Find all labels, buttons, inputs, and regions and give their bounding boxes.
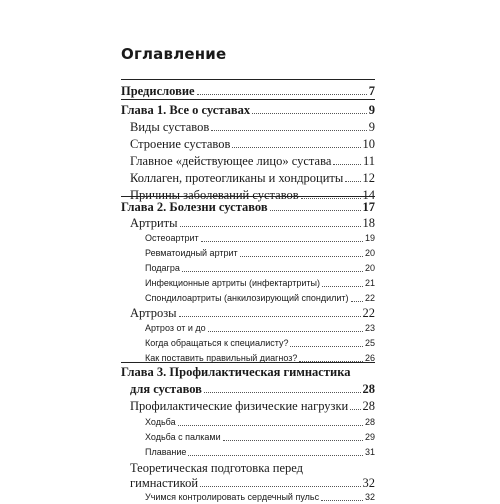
entry-title: для суставов bbox=[130, 382, 202, 396]
dot-leader bbox=[179, 316, 361, 317]
entry-page: 20 bbox=[364, 263, 375, 273]
entry-title: Строение суставов bbox=[130, 137, 231, 151]
toc-heading: Оглавление bbox=[121, 45, 227, 63]
toc-entry-section[interactable] bbox=[130, 169, 375, 185]
entry-page: 14 bbox=[362, 188, 375, 202]
dot-leader bbox=[223, 440, 363, 441]
entry-title: Артрозы bbox=[130, 306, 177, 320]
dot-leader bbox=[182, 271, 363, 272]
entry-title: Как поставить правильный диагноз? bbox=[145, 353, 298, 363]
entry-page: 19 bbox=[364, 233, 375, 243]
entry-page: 25 bbox=[364, 338, 375, 348]
toc-entry-subsection[interactable] bbox=[145, 428, 375, 444]
toc-entry-chapter[interactable] bbox=[121, 82, 375, 98]
entry-page: 22 bbox=[362, 306, 375, 320]
toc-entry-chapter[interactable] bbox=[121, 198, 375, 214]
entry-title: Ходьба с палками bbox=[145, 432, 221, 442]
toc-entry-subsection[interactable] bbox=[145, 488, 375, 504]
section-divider bbox=[121, 362, 375, 363]
dot-leader bbox=[208, 331, 363, 332]
toc-entry-subsection[interactable] bbox=[145, 244, 375, 260]
entry-title: Виды суставов bbox=[130, 120, 210, 134]
toc-entry-subsection[interactable] bbox=[145, 289, 375, 305]
toc-entry-section-line1[interactable]: Теоретическая подготовка перед bbox=[130, 461, 303, 475]
entry-page: 32 bbox=[364, 492, 375, 502]
dot-leader bbox=[200, 486, 360, 487]
toc-entry-section[interactable] bbox=[130, 214, 375, 230]
toc-entry-chapter-line1[interactable]: Глава 3. Профилактическая гимнастика bbox=[121, 365, 351, 379]
entry-page: 9 bbox=[368, 120, 375, 134]
dot-leader bbox=[350, 409, 360, 410]
section-divider bbox=[121, 79, 375, 80]
toc-entry-section[interactable] bbox=[130, 304, 375, 320]
toc-entry-subsection[interactable] bbox=[145, 274, 375, 290]
entry-page: 31 bbox=[364, 447, 375, 457]
toc-entry-chapter[interactable] bbox=[130, 380, 375, 396]
section-divider bbox=[121, 196, 375, 197]
entry-title: Ходьба bbox=[145, 417, 176, 427]
dot-leader bbox=[290, 346, 363, 347]
entry-page: 11 bbox=[362, 154, 375, 168]
entry-page: 26 bbox=[364, 353, 375, 363]
entry-page: 10 bbox=[362, 137, 375, 151]
dot-leader bbox=[180, 226, 361, 227]
entry-title: гимнастикой bbox=[130, 476, 199, 490]
entry-title: Предисловие bbox=[121, 84, 195, 98]
toc-entry-subsection[interactable] bbox=[145, 259, 375, 275]
entry-title: Глава 2. Болезни суставов bbox=[121, 200, 268, 214]
entry-title: Профилактические физические нагрузки bbox=[130, 399, 349, 413]
toc-entry-subsection[interactable] bbox=[145, 334, 375, 350]
entry-title: Подагра bbox=[145, 263, 180, 273]
entry-page: 12 bbox=[362, 171, 375, 185]
toc-entry-section[interactable] bbox=[130, 135, 375, 151]
entry-page: 20 bbox=[364, 248, 375, 258]
dot-leader bbox=[197, 94, 367, 95]
entry-title: Артроз от и до bbox=[145, 323, 206, 333]
dot-leader bbox=[204, 392, 361, 393]
dot-leader bbox=[322, 286, 363, 287]
toc-entry-subsection[interactable] bbox=[145, 443, 375, 459]
entry-title: Глава 1. Все о суставах bbox=[121, 103, 251, 117]
section-divider bbox=[121, 99, 375, 100]
toc-entry-subsection[interactable] bbox=[145, 319, 375, 335]
dot-leader bbox=[270, 210, 361, 211]
dot-leader bbox=[321, 500, 363, 501]
entry-title: Когда обращаться к специалисту? bbox=[145, 338, 289, 348]
entry-page: 22 bbox=[364, 293, 375, 303]
entry-page: 32 bbox=[362, 476, 375, 490]
toc-entry-chapter[interactable] bbox=[121, 101, 375, 117]
entry-title: Остеоартрит bbox=[145, 233, 199, 243]
toc-entry-section[interactable] bbox=[130, 397, 375, 413]
dot-leader bbox=[188, 455, 363, 456]
entry-title: Спондилоартриты (анкилозирующий спондилит) bbox=[145, 293, 349, 303]
entry-page: 28 bbox=[364, 417, 375, 427]
entry-page: 9 bbox=[368, 103, 375, 117]
dot-leader bbox=[345, 181, 360, 182]
toc-entry-section[interactable] bbox=[130, 152, 375, 168]
toc-entry-subsection[interactable] bbox=[145, 413, 375, 429]
entry-title: Инфекционные артриты (инфектартриты) bbox=[145, 278, 320, 288]
entry-page: 18 bbox=[362, 216, 375, 230]
dot-leader bbox=[211, 130, 367, 131]
entry-title: Коллаген, протеогликаны и хондроциты bbox=[130, 171, 344, 185]
entry-page: 29 bbox=[364, 432, 375, 442]
toc-entry-subsection[interactable] bbox=[145, 229, 375, 245]
dot-leader bbox=[201, 241, 363, 242]
entry-title: Ревматоидный артрит bbox=[145, 248, 238, 258]
entry-page: 7 bbox=[368, 84, 375, 98]
dot-leader bbox=[333, 164, 361, 165]
entry-title: Плавание bbox=[145, 447, 187, 457]
dot-leader bbox=[351, 301, 363, 302]
entry-page: 28 bbox=[362, 382, 375, 396]
entry-title: Учимся контролировать сердечный пульс bbox=[145, 492, 320, 502]
entry-page: 21 bbox=[364, 278, 375, 288]
entry-page: 23 bbox=[364, 323, 375, 333]
entry-page: 28 bbox=[362, 399, 375, 413]
entry-title: Причины заболеваний суставов bbox=[130, 188, 299, 202]
entry-title: Артриты bbox=[130, 216, 178, 230]
dot-leader bbox=[240, 256, 363, 257]
dot-leader bbox=[252, 113, 367, 114]
entry-page: 17 bbox=[362, 200, 375, 214]
dot-leader bbox=[178, 425, 363, 426]
toc-entry-section[interactable] bbox=[130, 118, 375, 134]
entry-title: Главное «действующее лицо» сустава bbox=[130, 154, 332, 168]
dot-leader bbox=[232, 147, 360, 148]
